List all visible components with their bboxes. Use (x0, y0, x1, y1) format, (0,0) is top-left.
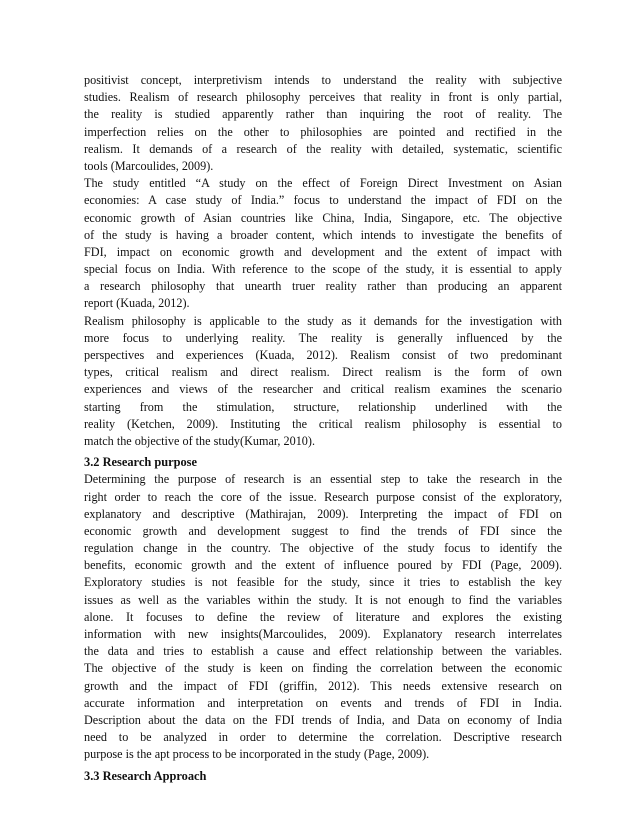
body-paragraph (84, 471, 562, 763)
text-line: realism. It demands of a research of the reality with detailed, systematic, scientific (84, 141, 562, 156)
body-paragraph (84, 175, 562, 313)
text-line: The objective of the study is keen on finding the correlation between the economic (84, 661, 562, 676)
section-heading: 3.2 Research purpose (84, 455, 198, 470)
text-line: issues as well as the variables within the study. It is not enough to find the variables (84, 592, 562, 607)
text-line: more focus to underlying reality. The reality is generally influenced by the (84, 330, 562, 345)
text-line: the reality is studied apparently rather than inquiring the root of reality. The (84, 107, 562, 122)
text-line: FDI, impact on economic growth and development and the extent of impact with (84, 244, 562, 259)
text-line: benefits, economic growth and the extent of influence poured by FDI (Page, 2009). (84, 558, 562, 573)
text-line: Description about the data on the FDI trends of India, and Data on economy of India (84, 712, 562, 727)
text-line: starting from the stimulation, structure, relationship underlined with the (84, 399, 562, 414)
text-line: explanatory and descriptive (Mathirajan, 2009). Interpreting the impact of FDI on (84, 506, 562, 521)
text-line: economies: A case study of India.” focus to understand the impact of FDI on the (84, 193, 562, 208)
document-page (84, 72, 562, 785)
text-line: a research philosophy that unearth truer reality rather than producing an apparent (84, 279, 562, 294)
text-line: Determining the purpose of research is an essential step to take the research in the (84, 472, 562, 487)
text-line: match the objective of the study(Kumar, 2010). (84, 433, 316, 448)
text-line: reality (Ketchen, 2009). Instituting the critical realism philosophy is essential to (84, 416, 562, 431)
text-line: accurate information and interpretation on events and trends of FDI in India. (84, 695, 562, 710)
text-line: purpose is the apt process to be incorporated in the study (Page, 2009). (84, 747, 430, 762)
text-line: Realism philosophy is applicable to the study as it demands for the investigation with (84, 313, 562, 328)
text-line: economic growth and development suggest to find the trends of FDI since the (84, 523, 562, 538)
text-line: regulation change in the country. The objective of the study focus to identify the (84, 541, 562, 556)
text-line: report (Kuada, 2012). (84, 296, 190, 311)
text-line: imperfection relies on the other to philosophies are pointed and rectified in the (84, 124, 562, 139)
text-line: growth and the impact of FDI (griffin, 2012). This needs extensive research on (84, 678, 562, 693)
text-line: positivist concept, interpretivism intends to understand the reality with subjective (84, 73, 562, 87)
text-line: information with new insights(Marcoulides, 2009). Explanatory research interrelates (84, 627, 562, 641)
text-line: need to be analyzed in order to determine the correlation. Descriptive research (84, 730, 562, 745)
text-line: types, critical realism and direct realism. Direct realism is the form of own (84, 365, 562, 380)
text-line: studies. Realism of research philosophy perceives that reality in front is only partial, (84, 90, 562, 105)
text-line: economic growth of Asian countries like China, India, Singapore, etc. The objective (84, 210, 562, 225)
section-heading: 3.3 Research Approach (84, 768, 207, 783)
text-line: perspectives and experiences (Kuada, 2012). Realism consist of two predominant (84, 348, 562, 362)
text-line: the data and tries to establish a cause and effect relationship between the variables. (84, 644, 562, 659)
text-line: special focus on India. With reference to the scope of the study, it is essential to apply (84, 262, 562, 277)
body-paragraph (84, 72, 562, 175)
text-line: alone. It focuses to define the review of literature and explores the existing (84, 609, 562, 624)
text-line: experiences and views of the researcher and critical realism examines the scenario (84, 382, 562, 397)
text-line: of the study is having a broader content, which intends to investigate the benefits of (84, 227, 562, 242)
text-line: The study entitled “A study on the effect of Foreign Direct Investment on Asian (84, 176, 562, 191)
text-line: right order to reach the core of the issue. Research purpose consist of the exploratory, (84, 489, 562, 504)
text-line: tools (Marcoulides, 2009). (84, 158, 214, 173)
text-line: Exploratory studies is not feasible for the study, since it tries to establish the key (84, 575, 562, 590)
body-paragraph (84, 313, 562, 451)
